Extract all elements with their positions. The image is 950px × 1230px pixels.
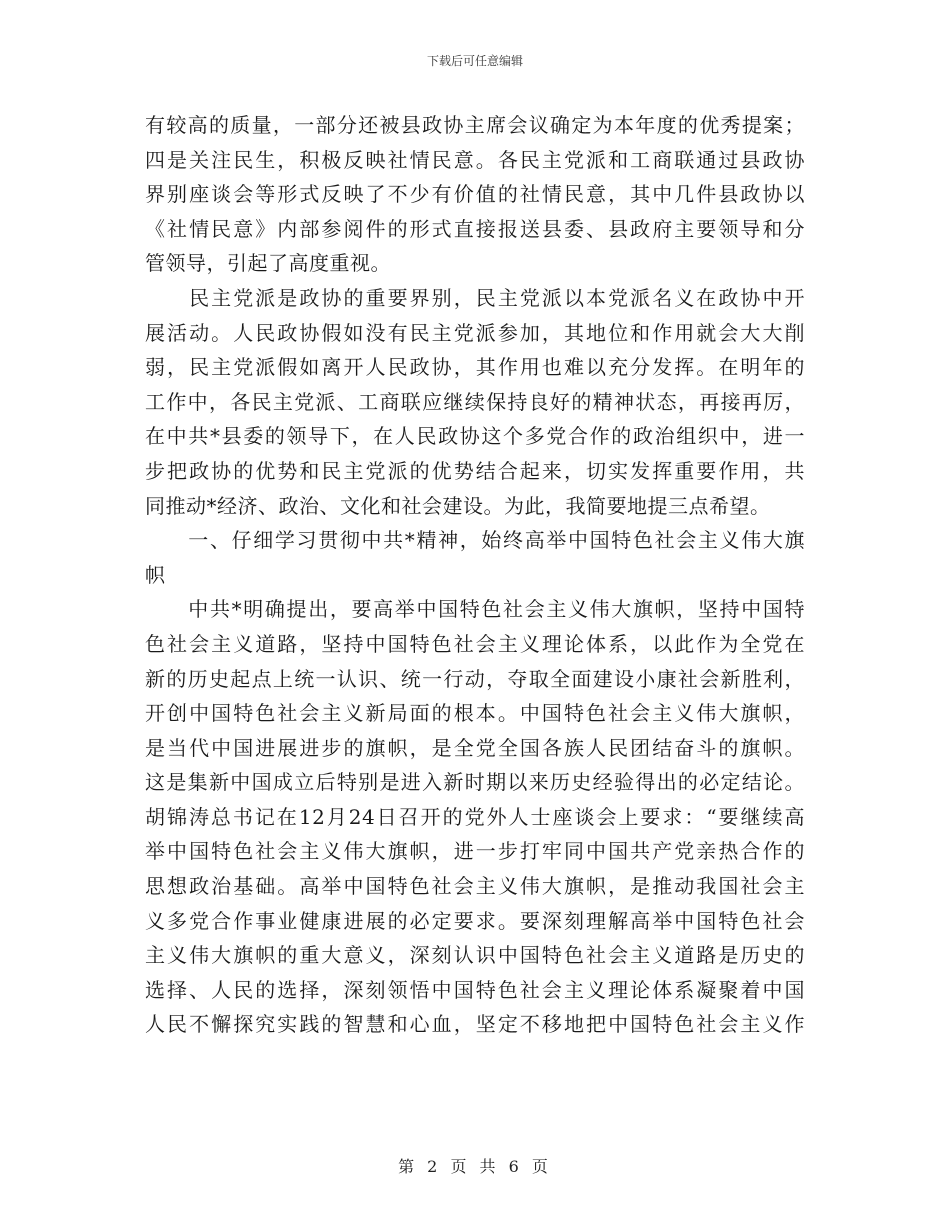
section-heading-1 bbox=[145, 523, 805, 592]
text-line: 有较高的质量，一部分还被县政协主席会议确定为本年度的优秀提案； bbox=[145, 113, 805, 137]
text-line: 展活动。人民政协假如没有民主党派参加，其地位和作用就会大大削 bbox=[145, 320, 805, 345]
text-line: 工作中，各民主党派、工商联应继续保持良好的精神状态，再接再厉， bbox=[145, 389, 805, 414]
page-number: 第 2 页 共 6 页 bbox=[398, 1157, 552, 1176]
page-header-note: 下载后可任意编辑 bbox=[426, 54, 523, 68]
paragraph-2 bbox=[145, 281, 805, 523]
text-line: 同推动*经济、政治、文化和社会建设。为此，我简要地提三点希望。 bbox=[145, 493, 771, 518]
text-line: 弱，民主党派假如离开人民政协，其作用也难以充分发挥。在明年的 bbox=[145, 355, 805, 380]
text-line: 人民不懈探究实践的智慧和心血，坚定不移地把中国特色社会主义作 bbox=[145, 1012, 805, 1037]
text-line: 举中国特色社会主义伟大旗帜，进一步打牢同中国共产党亲热合作的 bbox=[145, 839, 805, 864]
paragraph-1 bbox=[145, 108, 805, 281]
text-line: 义多党合作事业健康进展的必定要求。要深刻理解高举中国特色社会 bbox=[145, 908, 805, 933]
paragraph-3 bbox=[145, 592, 805, 1042]
text-line: 一、仔细学习贯彻中共*精神，始终高举中国特色社会主义伟大旗 bbox=[145, 528, 805, 553]
text-line: 《社情民意》内部参阅件的形式直接报送县委、县政府主要领导和分 bbox=[145, 216, 805, 241]
text-line: 中共*明确提出，要高举中国特色社会主义伟大旗帜，坚持中国特 bbox=[145, 597, 805, 622]
text-line: 步把政协的优势和民主党派的优势结合起来，切实发挥重要作用，共 bbox=[145, 458, 805, 483]
text-line: 这是集新中国成立后特别是进入新时期以来历史经验得出的必定结论。 bbox=[145, 770, 805, 795]
text-line: 民主党派是政协的重要界别，民主党派以本党派名义在政协中开 bbox=[145, 285, 805, 310]
text-line: 帜 bbox=[145, 562, 166, 587]
text-line: 选择、人民的选择，深刻领悟中国特色社会主义理论体系凝聚着中国 bbox=[145, 977, 805, 1002]
text-line: 胡锦涛总书记在12月24日召开的党外人士座谈会上要求：“要继续高 bbox=[145, 804, 805, 829]
text-line: 色社会主义道路，坚持中国特色社会主义理论体系，以此作为全党在 bbox=[145, 631, 805, 656]
text-line: 是当代中国进展进步的旗帜，是全党全国各族人民团结奋斗的旗帜。 bbox=[145, 735, 805, 760]
text-line: 思想政治基础。高举中国特色社会主义伟大旗帜，是推动我国社会主 bbox=[145, 874, 805, 899]
text-line: 主义伟大旗帜的重大意义，深刻认识中国特色社会主义道路是历史的 bbox=[145, 943, 805, 968]
text-line: 开创中国特色社会主义新局面的根本。中国特色社会主义伟大旗帜， bbox=[145, 701, 805, 726]
text-line: 四是关注民生，积极反映社情民意。各民主党派和工商联通过县政协 bbox=[145, 147, 805, 172]
text-line: 新的历史起点上统一认识、统一行动，夺取全面建设小康社会新胜利， bbox=[145, 666, 805, 691]
text-line: 在中共*县委的领导下，在人民政协这个多党合作的政治组织中，进一 bbox=[145, 424, 805, 449]
text-line: 界别座谈会等形式反映了不少有价值的社情民意，其中几件县政协以 bbox=[145, 182, 805, 207]
document-body bbox=[145, 108, 805, 1042]
text-line: 管领导，引起了高度重视。 bbox=[145, 251, 391, 276]
